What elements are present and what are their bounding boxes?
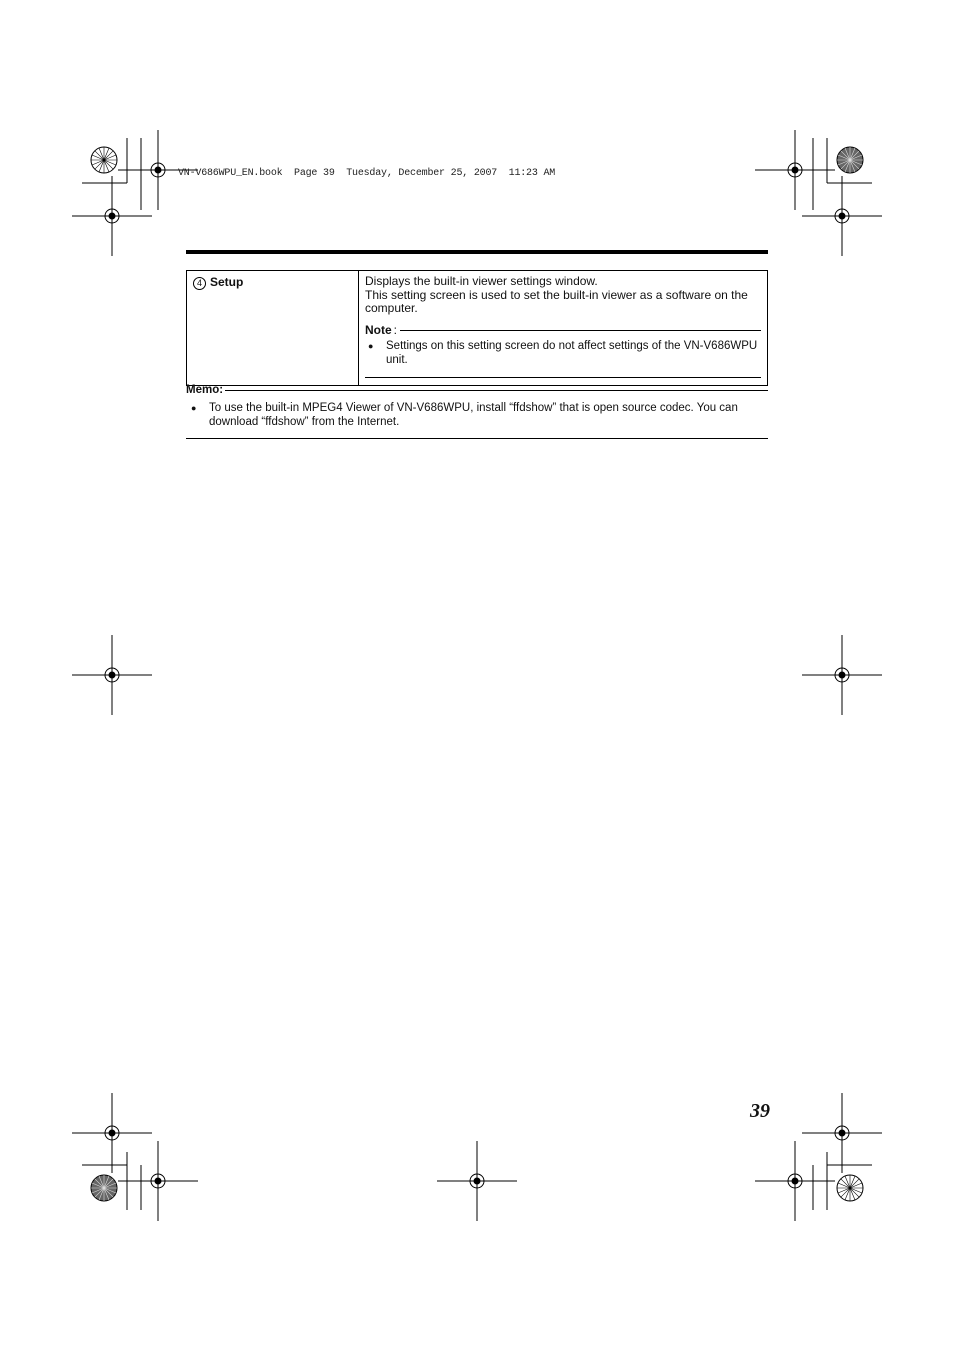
print-header: VN-V686WPU_EN.book Page 39 Tuesday, December 25, 2007 11:23 AM bbox=[178, 168, 556, 179]
note-heading bbox=[365, 324, 761, 338]
note-colon: : bbox=[393, 322, 398, 337]
description-line: Displays the built-in viewer settings window. bbox=[365, 274, 598, 288]
top-rule bbox=[186, 250, 768, 254]
memo-end-divider bbox=[186, 438, 768, 439]
note-divider bbox=[400, 330, 761, 331]
note-bullet-text: Settings on this setting screen do not affect settings of the VN-V686WPU unit. bbox=[386, 340, 758, 366]
memo-section bbox=[186, 384, 768, 439]
sunburst-mark bbox=[837, 1175, 863, 1201]
crosshair-mark bbox=[437, 1141, 517, 1221]
crosshair-mark bbox=[755, 1141, 835, 1221]
sunburst-mark bbox=[91, 1175, 117, 1201]
settings-table bbox=[186, 270, 768, 386]
item-label: Setup bbox=[210, 275, 244, 289]
memo-title: Memo: bbox=[186, 384, 224, 396]
note-bullet-item bbox=[365, 339, 761, 367]
memo-divider bbox=[225, 390, 768, 391]
item-label-cell bbox=[187, 271, 359, 386]
note-end-divider bbox=[365, 377, 761, 378]
item-description-cell bbox=[359, 271, 768, 386]
table-row bbox=[187, 271, 768, 386]
crosshair-mark bbox=[802, 635, 882, 715]
crosshair-mark bbox=[72, 176, 152, 256]
page-number: 39 bbox=[750, 1100, 770, 1122]
description-line: This setting screen is used to set the built-in viewer as a software on the computer. bbox=[365, 287, 748, 315]
crosshair-mark bbox=[72, 1093, 152, 1173]
memo-bullet-text: To use the built-in MPEG4 Viewer of VN-V686WPU, install “ffdshow” that is open source codec. You can download “ffdshow” from the Internet. bbox=[209, 402, 738, 428]
memo-bullet-item bbox=[186, 401, 768, 429]
memo-heading bbox=[186, 384, 768, 396]
item-number-badge: 4 bbox=[193, 277, 206, 290]
crosshair-mark bbox=[118, 1141, 198, 1221]
sunburst-mark bbox=[91, 147, 117, 173]
crosshair-mark bbox=[72, 635, 152, 715]
crosshair-mark bbox=[755, 130, 835, 210]
bullet-icon: ● bbox=[191, 403, 197, 413]
crosshair-mark bbox=[802, 176, 882, 256]
note-title: Note bbox=[365, 322, 392, 337]
sunburst-mark bbox=[837, 147, 863, 173]
bullet-icon: ● bbox=[368, 341, 374, 351]
crosshair-mark bbox=[802, 1093, 882, 1173]
